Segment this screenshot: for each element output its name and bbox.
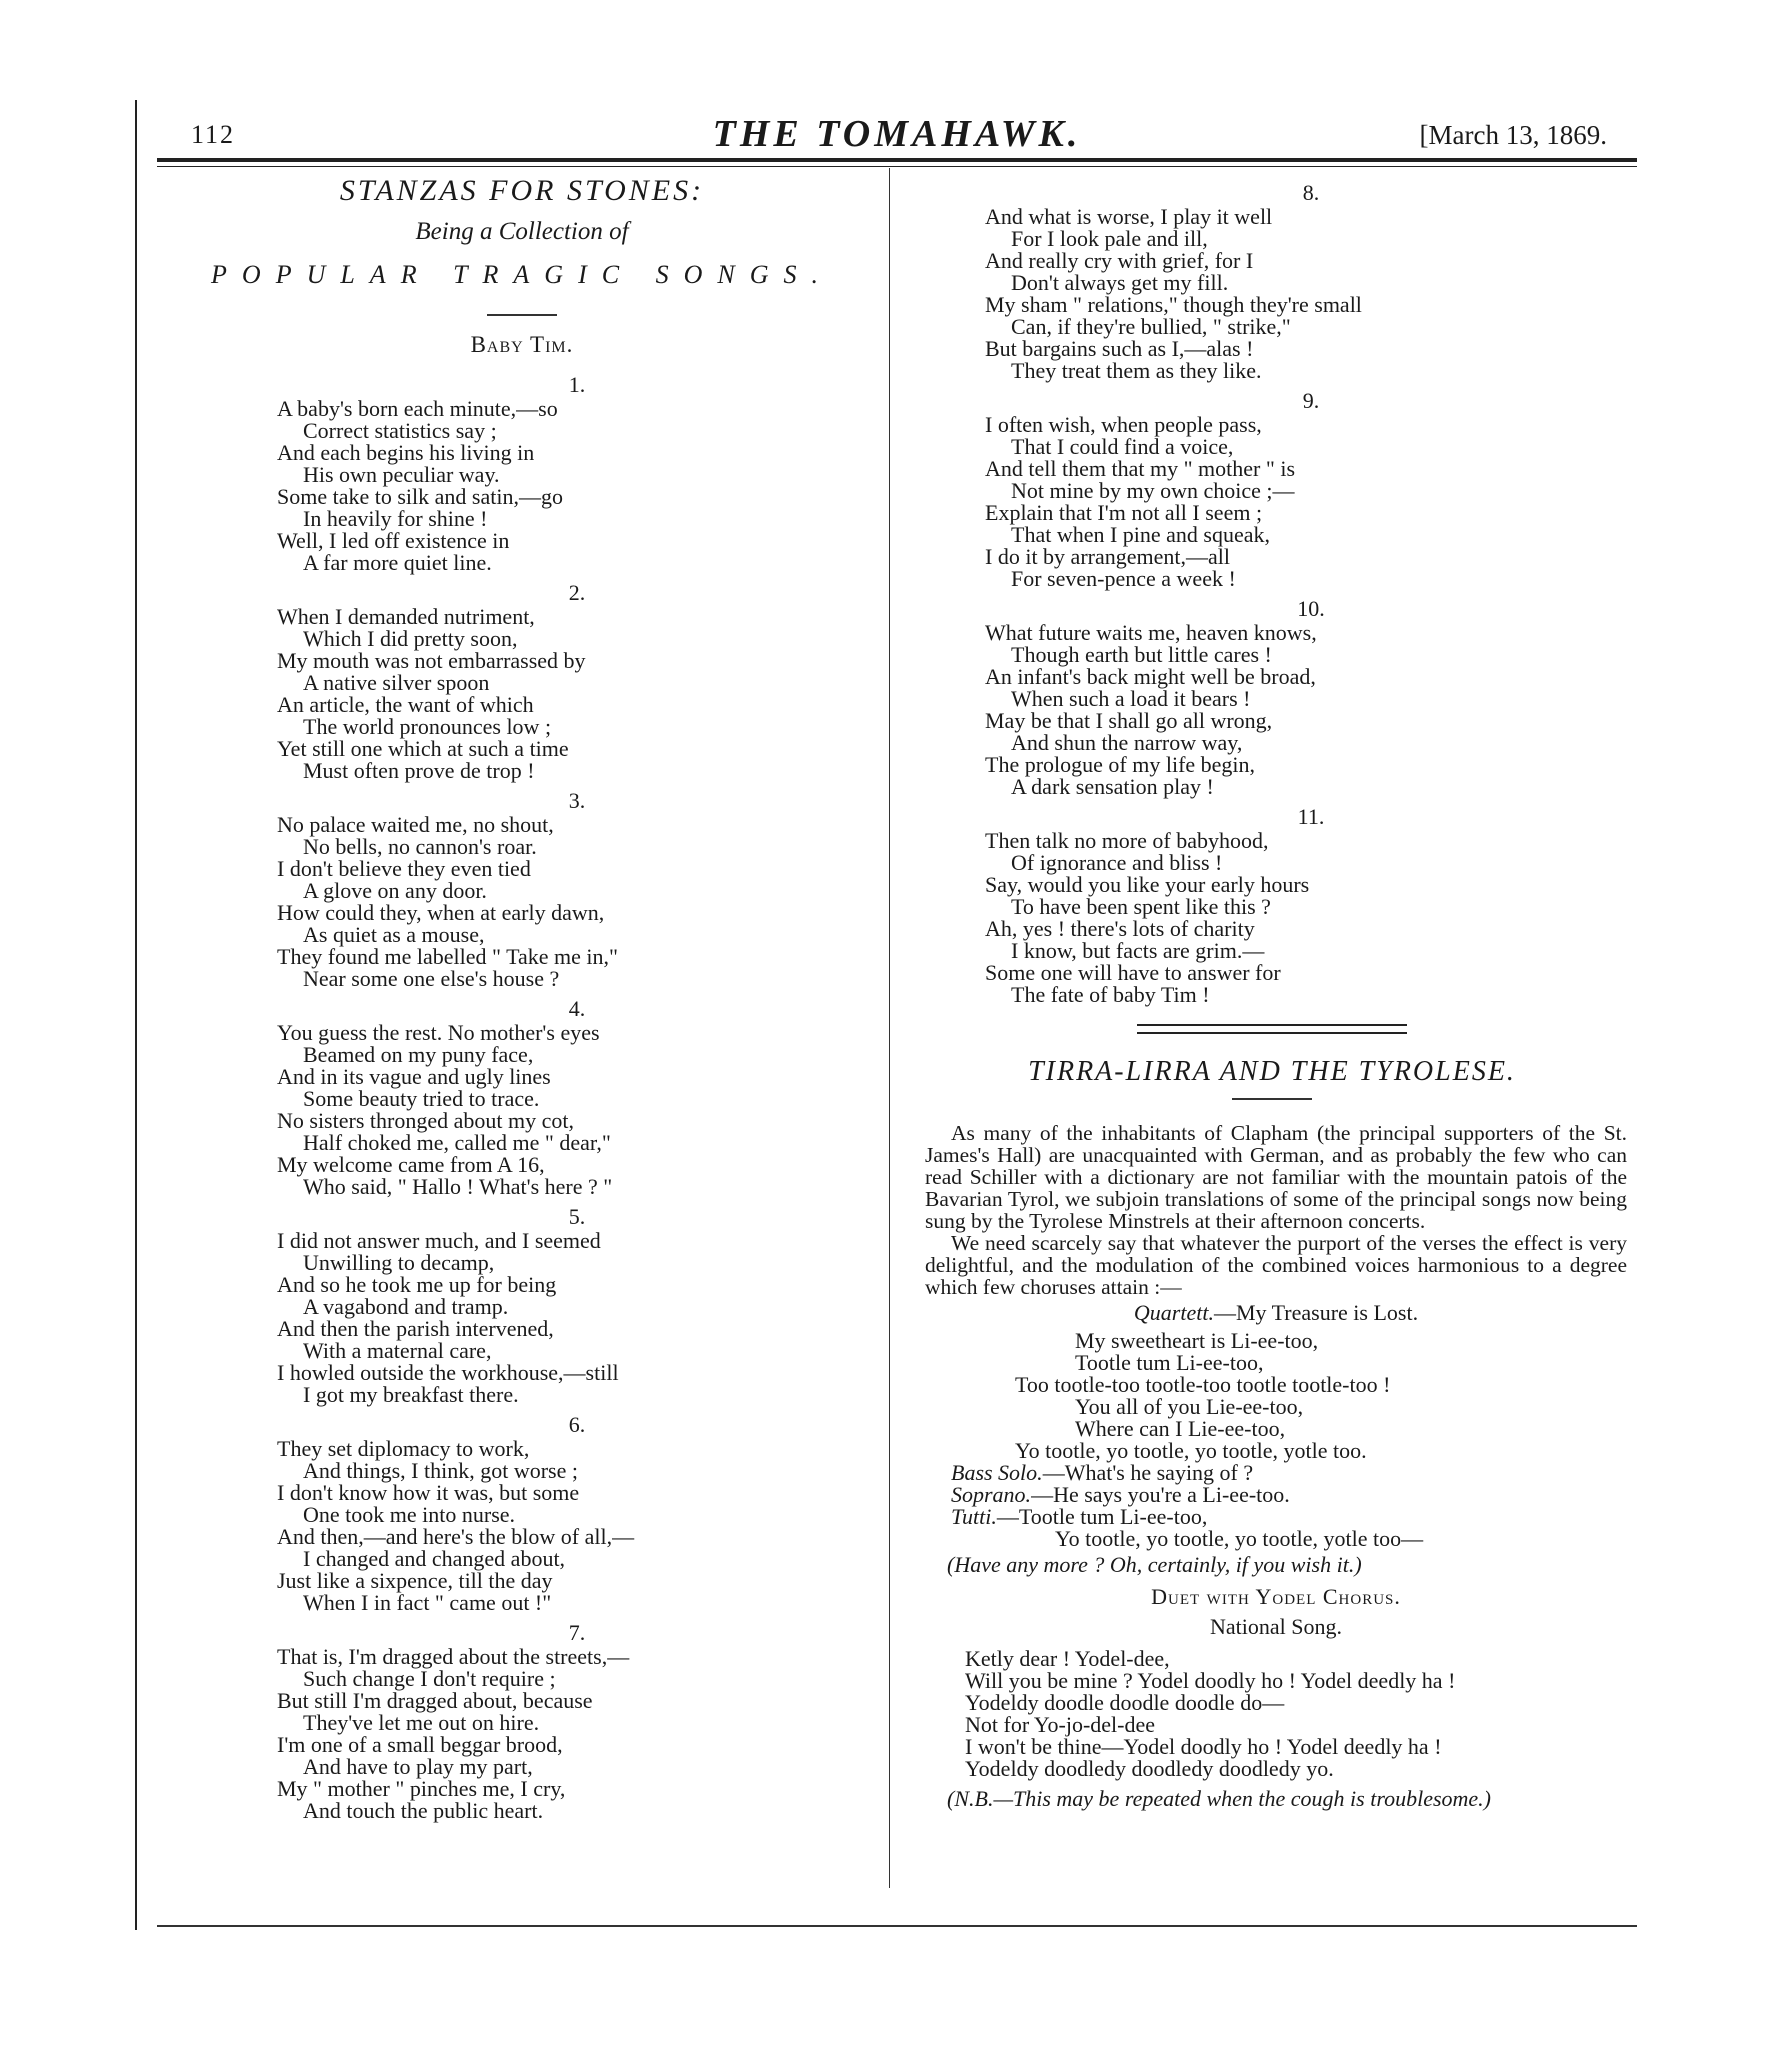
verse-line: I howled outside the workhouse,—still xyxy=(277,1360,619,1385)
duet-line: Yodeldy doodle doodle doodle do— xyxy=(965,1690,1285,1715)
verse-line: And what is worse, I play it well xyxy=(985,204,1273,229)
verse-line: For seven-pence a week ! xyxy=(1011,566,1236,591)
quartet-line: Too tootle-too tootle-too tootle tootle-too ! xyxy=(1015,1372,1391,1397)
verse-line: Then talk no more of babyhood, xyxy=(985,828,1269,853)
verse-line: I know, but facts are grim.— xyxy=(1011,938,1265,963)
header-rule-thin xyxy=(157,166,1637,167)
verse-line: Can, if they're bullied, " strike," xyxy=(1011,314,1291,339)
stanza-number: 8. xyxy=(1302,180,1320,205)
stanza xyxy=(167,1414,877,1614)
quartet-lines xyxy=(925,1330,1627,1462)
stanza-number: 3. xyxy=(568,788,586,813)
quartet-line: Tootle tum Li-ee-too, xyxy=(1075,1350,1264,1375)
tutti-text: —Tootle tum Li-ee-too, xyxy=(996,1504,1208,1529)
page-header xyxy=(157,112,1637,155)
stanza xyxy=(167,1622,877,1822)
verse-line: But bargains such as I,—alas ! xyxy=(985,336,1254,361)
bass-label: Bass Solo. xyxy=(951,1460,1043,1485)
divider xyxy=(487,314,557,316)
verse-line: Near some one else's house ? xyxy=(303,966,560,991)
soprano xyxy=(925,1484,1627,1506)
verse-line: Some take to silk and satin,—go xyxy=(277,484,563,509)
verse-line: I often wish, when people pass, xyxy=(985,412,1262,437)
verse-line: The fate of baby Tim ! xyxy=(1011,982,1210,1007)
quartet-line: Where can I Lie-ee-too, xyxy=(1075,1416,1286,1441)
verse-line: With a maternal care, xyxy=(303,1338,492,1363)
stanza xyxy=(167,998,877,1198)
national-song: National Song. xyxy=(1210,1614,1342,1639)
verse-line: Some beauty tried to trace. xyxy=(303,1086,540,1111)
verse-line: Correct statistics say ; xyxy=(303,418,497,443)
verse-line: Some one will have to answer for xyxy=(985,960,1281,985)
stanza-number: 10. xyxy=(1297,596,1325,621)
verse-line: The world pronounces low ; xyxy=(303,714,552,739)
page-number: 112 xyxy=(191,120,236,149)
stanza xyxy=(167,790,877,990)
stanza xyxy=(907,598,1637,798)
verse-line: When such a load it bears ! xyxy=(1011,686,1251,711)
verse-line: No bells, no cannon's roar. xyxy=(303,834,537,859)
verse-line: And so he took me up for being xyxy=(277,1272,557,1297)
verse-line: An infant's back might well be broad, xyxy=(985,664,1316,689)
duet-title: Duet with Yodel Chorus. xyxy=(1151,1584,1401,1609)
stanza-number: 4. xyxy=(568,996,586,1021)
verse-line: I'm one of a small beggar brood, xyxy=(277,1732,563,1757)
tutti xyxy=(925,1506,1627,1528)
verse-line: And really cry with grief, for I xyxy=(985,248,1254,273)
stanza xyxy=(907,806,1637,1006)
stanza xyxy=(167,374,877,574)
verse-line: That when I pine and squeak, xyxy=(1011,522,1271,547)
article-separator xyxy=(1137,1024,1407,1034)
duet-line: Ketly dear ! Yodel-dee, xyxy=(965,1646,1170,1671)
verse-line: Not mine by my own choice ;— xyxy=(1011,478,1295,503)
stanza-number: 9. xyxy=(1302,388,1320,413)
verse-line: A vagabond and tramp. xyxy=(303,1294,509,1319)
stanza xyxy=(907,182,1637,382)
verse-line: And things, I think, got worse ; xyxy=(303,1458,578,1483)
soprano-label: Soprano. xyxy=(951,1482,1032,1507)
verse-line: Ah, yes ! there's lots of charity xyxy=(985,916,1255,941)
poem-title: Baby Tim. xyxy=(470,332,574,357)
verse-line: Explain that I'm not all I seem ; xyxy=(985,500,1263,525)
verse-line: To have been spent like this ? xyxy=(1011,894,1271,919)
verse-line: Just like a sixpence, till the day xyxy=(277,1568,553,1593)
stanza xyxy=(167,582,877,782)
verse-line: I do it by arrangement,—all xyxy=(985,544,1230,569)
left-stanzas xyxy=(167,374,877,1822)
verse-line: Say, would you like your early hours xyxy=(985,872,1310,897)
duet-line: Yodeldy doodledy doodledy doodledy yo. xyxy=(965,1756,1334,1781)
verse-line: His own peculiar way. xyxy=(303,462,500,487)
verse-line: A glove on any door. xyxy=(303,878,487,903)
verse-line: In heavily for shine ! xyxy=(303,506,488,531)
quartet-label: Quartett. xyxy=(1133,1300,1214,1325)
verse-line: My sham " relations," though they're small xyxy=(985,292,1362,317)
paragraph: We need scarcely say that whatever the purport of the verses the effect is very delightful, and the modulation of the combined voices harmonious to a degree which few choruses attain :— xyxy=(925,1231,1627,1299)
aside: (Have any more ? Oh, certainly, if you wish it.) xyxy=(947,1552,1362,1577)
verse-line: Yet still one which at such a time xyxy=(277,736,569,761)
duet-line: Will you be mine ? Yodel doodly ho ! Yodel deedly ha ! xyxy=(965,1668,1456,1693)
verse-line: I don't believe they even tied xyxy=(277,856,531,881)
verse-line: No palace waited me, no shout, xyxy=(277,812,554,837)
bass-solo xyxy=(925,1462,1627,1484)
verse-line: And in its vague and ugly lines xyxy=(277,1064,551,1089)
quartet-title: —My Treasure is Lost. xyxy=(1213,1300,1419,1325)
verse-line: Must often prove de trop ! xyxy=(303,758,535,783)
verse-line: And touch the public heart. xyxy=(303,1798,544,1823)
verse-line: No sisters thronged about my cot, xyxy=(277,1108,574,1133)
bass-text: —What's he saying of ? xyxy=(1042,1460,1254,1485)
verse-line: Who said, " Hallo ! What's here ? " xyxy=(303,1174,613,1199)
header-rule xyxy=(157,158,1637,162)
verse-line: Half choked me, called me " dear," xyxy=(303,1130,611,1155)
quartet-heading xyxy=(925,1302,1627,1324)
verse-line: Well, I led off existence in xyxy=(277,528,510,553)
verse-line: I got my breakfast there. xyxy=(303,1382,519,1407)
soprano-text: —He says you're a Li-ee-too. xyxy=(1031,1482,1290,1507)
verse-line: And shun the narrow way, xyxy=(1011,730,1243,755)
verse-line: Of ignorance and bliss ! xyxy=(1011,850,1223,875)
verse-line: Beamed on my puny face, xyxy=(303,1042,534,1067)
tyrolese-body xyxy=(925,1122,1627,1810)
verse-line: When I demanded nutriment, xyxy=(277,604,535,629)
right-column xyxy=(907,174,1637,1810)
left-column xyxy=(167,174,877,1822)
stanza-number: 6. xyxy=(568,1412,586,1437)
duet-line: Not for Yo-jo-del-dee xyxy=(965,1712,1156,1737)
verse-line: When I in fact " came out !" xyxy=(303,1590,552,1615)
verse-line: Though earth but little cares ! xyxy=(1011,642,1272,667)
stanza-number: 1. xyxy=(568,372,586,397)
verse-line: And have to play my part, xyxy=(303,1754,533,1779)
issue-date: [March 13, 1869. xyxy=(1419,120,1607,150)
verse-line: May be that I shall go all wrong, xyxy=(985,708,1273,733)
verse-line: I did not answer much, and I seemed xyxy=(277,1228,601,1253)
verse-line: Unwilling to decamp, xyxy=(303,1250,495,1275)
verse-line: They found me labelled " Take me in," xyxy=(277,944,619,969)
verse-line: I changed and changed about, xyxy=(303,1546,566,1571)
verse-line: A baby's born each minute,—so xyxy=(277,396,558,421)
verse-line: How could they, when at early dawn, xyxy=(277,900,605,925)
tutti-line-2: Yo tootle, yo tootle, yo tootle, yotle too— xyxy=(1055,1526,1424,1551)
verse-line: They've let me out on hire. xyxy=(303,1710,540,1735)
tyrolese-title: TIRRA-LIRRA AND THE TYROLESE. xyxy=(1028,1056,1516,1087)
article-subtitle: Being a Collection of xyxy=(415,218,629,245)
stanza-number: 7. xyxy=(568,1620,586,1645)
verse-line: A native silver spoon xyxy=(303,670,490,695)
verse-line: That is, I'm dragged about the streets,— xyxy=(277,1644,630,1669)
verse-line: They treat them as they like. xyxy=(1011,358,1262,383)
verse-line: But still I'm dragged about, because xyxy=(277,1688,593,1713)
verse-line: For I look pale and ill, xyxy=(1011,226,1208,251)
verse-line: They set diplomacy to work, xyxy=(277,1436,530,1461)
verse-line: One took me into nurse. xyxy=(303,1502,516,1527)
footnote: (N.B.—This may be repeated when the cough is troublesome.) xyxy=(947,1786,1492,1811)
verse-line: And then the parish intervened, xyxy=(277,1316,554,1341)
verse-line: An article, the want of which xyxy=(277,692,534,717)
stanza-number: 11. xyxy=(1297,804,1325,829)
verse-line: And tell them that my " mother " is xyxy=(985,456,1296,481)
verse-line: A far more quiet line. xyxy=(303,550,492,575)
verse-line: Which I did pretty soon, xyxy=(303,626,518,651)
divider xyxy=(1232,1098,1312,1100)
stanza-number: 2. xyxy=(568,580,586,605)
quartet-line: My sweetheart is Li-ee-too, xyxy=(1075,1328,1319,1353)
verse-line: My mouth was not embarrassed by xyxy=(277,648,586,673)
article-title: STANZAS FOR STONES: xyxy=(339,174,705,207)
stanza-number: 5. xyxy=(568,1204,586,1229)
stanza xyxy=(907,390,1637,590)
verse-line: And each begins his living in xyxy=(277,440,535,465)
verse-line: I don't know how it was, but some xyxy=(277,1480,580,1505)
newspaper-page xyxy=(135,100,1637,1930)
duet-lines xyxy=(925,1648,1627,1780)
stanza xyxy=(167,1206,877,1406)
verse-line: What future waits me, heaven knows, xyxy=(985,620,1317,645)
paragraph: As many of the inhabitants of Clapham (the principal supporters of the St. James's Hall) are unacquainted with German, and as probably the few who can read Schiller with a dictionary are not familiar with the mountain patois of the Bavarian Tyrol, we subjoin translations of some of the principal songs now being sung by the Tyrolese Minstrels at their afternoon concerts. xyxy=(925,1121,1627,1233)
right-stanzas xyxy=(907,182,1637,1006)
quartet-line: Yo tootle, yo tootle, yo tootle, yotle too. xyxy=(1015,1438,1367,1463)
verse-line: And then,—and here's the blow of all,— xyxy=(277,1524,635,1549)
verse-line: My welcome came from A 16, xyxy=(277,1152,545,1177)
article-subtitle-2: POPULAR TRAGIC SONGS. xyxy=(211,260,833,289)
column-divider xyxy=(889,168,890,1888)
tutti-label: Tutti. xyxy=(951,1504,997,1529)
verse-line: Such change I don't require ; xyxy=(303,1666,556,1691)
verse-line: You guess the rest. No mother's eyes xyxy=(277,1020,600,1045)
quartet-line: You all of you Lie-ee-too, xyxy=(1075,1394,1304,1419)
verse-line: A dark sensation play ! xyxy=(1011,774,1214,799)
bottom-rule xyxy=(157,1925,1637,1927)
verse-line: Don't always get my fill. xyxy=(1011,270,1229,295)
verse-line: The prologue of my life begin, xyxy=(985,752,1256,777)
masthead: THE TOMAHAWK. xyxy=(712,113,1082,155)
verse-line: As quiet as a mouse, xyxy=(303,922,485,947)
duet-line: I won't be thine—Yodel doodly ho ! Yodel deedly ha ! xyxy=(965,1734,1442,1759)
verse-line: My " mother " pinches me, I cry, xyxy=(277,1776,566,1801)
verse-line: That I could find a voice, xyxy=(1011,434,1234,459)
